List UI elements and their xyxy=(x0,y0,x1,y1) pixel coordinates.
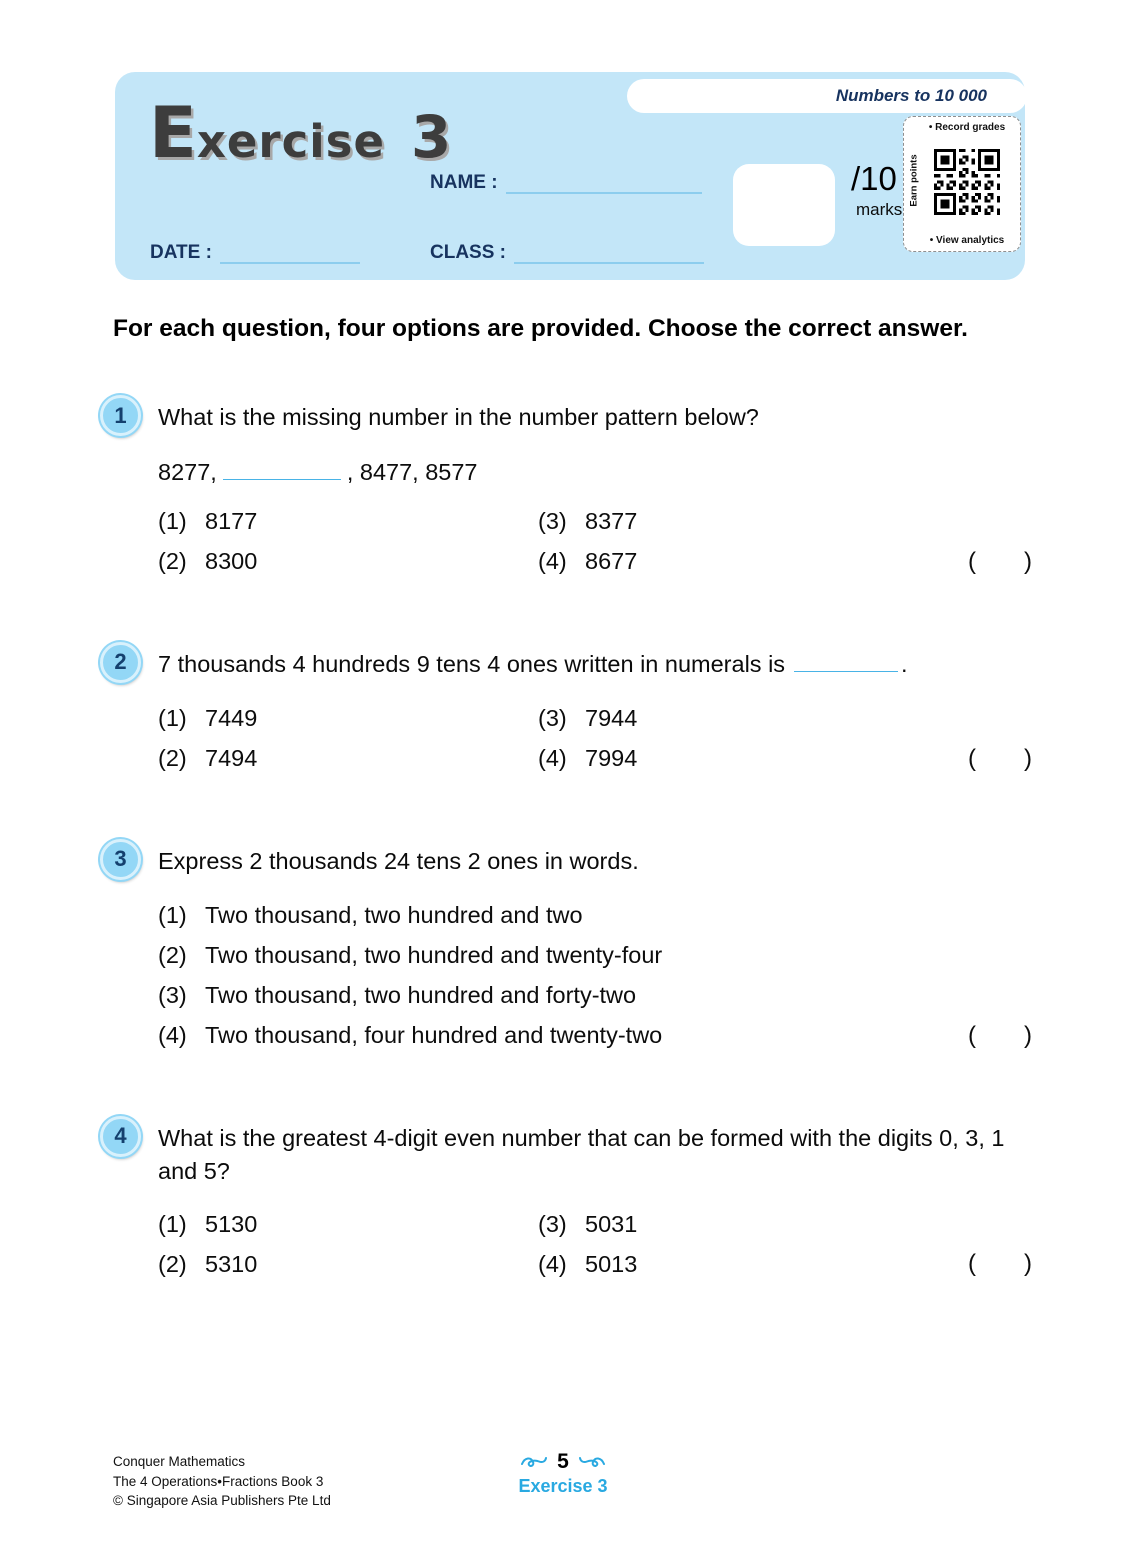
header-panel xyxy=(115,72,1025,280)
date-label: DATE : xyxy=(150,242,212,263)
worksheet-body xyxy=(100,315,1032,1344)
option: (4) 5013 xyxy=(538,1250,638,1277)
option: (4) 7994 xyxy=(538,745,638,771)
footer-exercise-label: Exercise 3 xyxy=(518,1476,608,1496)
qr-bottom-label: • View analytics xyxy=(929,235,1005,246)
title-rest: xercise xyxy=(196,115,385,168)
answer-bracket: ( ) xyxy=(968,1021,1032,1049)
option: (3) 7944 xyxy=(538,705,638,731)
option-row xyxy=(158,1244,1032,1284)
options-q3 xyxy=(158,896,1032,1056)
question-4 xyxy=(100,1116,1032,1285)
option: (3) 8377 xyxy=(538,508,638,534)
qr-top-label: • Record grades xyxy=(928,122,1006,133)
question-1 xyxy=(100,395,1032,582)
chapter-tab xyxy=(627,79,1027,113)
option-row xyxy=(158,542,1032,582)
date-field xyxy=(150,242,360,264)
option: (1) 7449 xyxy=(158,705,258,731)
question-text: 7 thousands 4 hundreds 9 tens 4 ones written in numerals is . xyxy=(158,650,908,677)
name-write-line xyxy=(506,172,702,194)
score-area xyxy=(851,160,902,220)
chapter-tab-label: Numbers to 10 000 xyxy=(835,86,987,105)
option: (2) 7494 xyxy=(158,745,258,771)
qr-code xyxy=(934,149,1000,220)
option: (3) 5031 xyxy=(538,1210,638,1237)
qr-panel xyxy=(903,116,1021,252)
qr-side-label: Earn points xyxy=(908,154,920,207)
option: (2) Two thousand, two hundred and twenty-four xyxy=(158,942,663,968)
option-row xyxy=(158,699,1032,739)
question-number-badge: 4 xyxy=(100,1116,141,1157)
imprint-line: © Singapore Asia Publishers Pte Ltd xyxy=(113,1493,331,1509)
question-text: What is the missing number in the number pattern below? xyxy=(158,404,759,430)
name-label: NAME : xyxy=(430,172,498,193)
imprint-line: Conquer Mathematics xyxy=(113,1454,246,1469)
marks-label: marks xyxy=(856,200,903,219)
option: (2) 8300 xyxy=(158,548,258,574)
imprint-line: The 4 Operations•Fractions Book 3 xyxy=(113,1473,324,1489)
number-pattern xyxy=(158,456,1032,486)
options-q4 xyxy=(158,1204,1032,1284)
swirl-icon xyxy=(579,1455,605,1470)
pattern-suffix: , 8477, 8577 xyxy=(346,458,478,485)
option: (2) 5310 xyxy=(158,1250,258,1277)
score-denominator: /10 xyxy=(851,160,897,197)
options-q2 xyxy=(158,699,1032,779)
page-number: 5 xyxy=(557,1450,569,1473)
exercise-title xyxy=(149,92,451,174)
option-row xyxy=(158,1204,1032,1244)
question-3 xyxy=(100,839,1032,1056)
answer-bracket: ( ) xyxy=(968,547,1032,575)
question-number-badge: 2 xyxy=(100,642,141,683)
class-write-line xyxy=(514,242,704,264)
option-row xyxy=(158,976,1032,1016)
option: (4) Two thousand, four hundred and twenty-two xyxy=(158,1022,663,1048)
answer-blank xyxy=(223,456,341,480)
question-number-badge: 1 xyxy=(100,395,141,436)
swirl-icon xyxy=(521,1455,547,1470)
title-number: 3 xyxy=(410,103,452,171)
option-row xyxy=(158,1016,1032,1056)
footer-center xyxy=(0,1450,1126,1497)
class-field xyxy=(430,242,704,264)
option: (3) Two thousand, two hundred and forty-two xyxy=(158,982,637,1008)
score-write-box xyxy=(733,164,835,246)
option: (1) Two thousand, two hundred and two xyxy=(158,902,583,928)
answer-blank xyxy=(794,652,898,672)
option-row xyxy=(158,896,1032,936)
option: (1) 8177 xyxy=(158,508,258,534)
title-initial: E xyxy=(149,92,197,174)
class-label: CLASS : xyxy=(430,242,506,263)
option-row xyxy=(158,739,1032,779)
question-text: What is the greatest 4-digit even number that can be formed with the digits 0, 3, 1 and 5? xyxy=(158,1124,1005,1184)
pattern-prefix: 8277, xyxy=(158,458,217,485)
question-2 xyxy=(100,642,1032,779)
options-q1 xyxy=(158,502,1032,582)
date-write-line xyxy=(220,242,360,264)
option-row xyxy=(158,502,1032,542)
question-text: Express 2 thousands 24 tens 2 ones in words. xyxy=(158,847,639,874)
instruction-text: For each question, four options are provided. Choose the correct answer. xyxy=(113,315,968,342)
option-row xyxy=(158,936,1032,976)
answer-bracket: ( ) xyxy=(968,1250,1032,1278)
name-field xyxy=(430,172,702,194)
question-number-badge: 3 xyxy=(100,839,141,880)
option: (4) 8677 xyxy=(538,548,638,574)
option: (1) 5130 xyxy=(158,1210,258,1237)
answer-bracket: ( ) xyxy=(968,744,1032,772)
